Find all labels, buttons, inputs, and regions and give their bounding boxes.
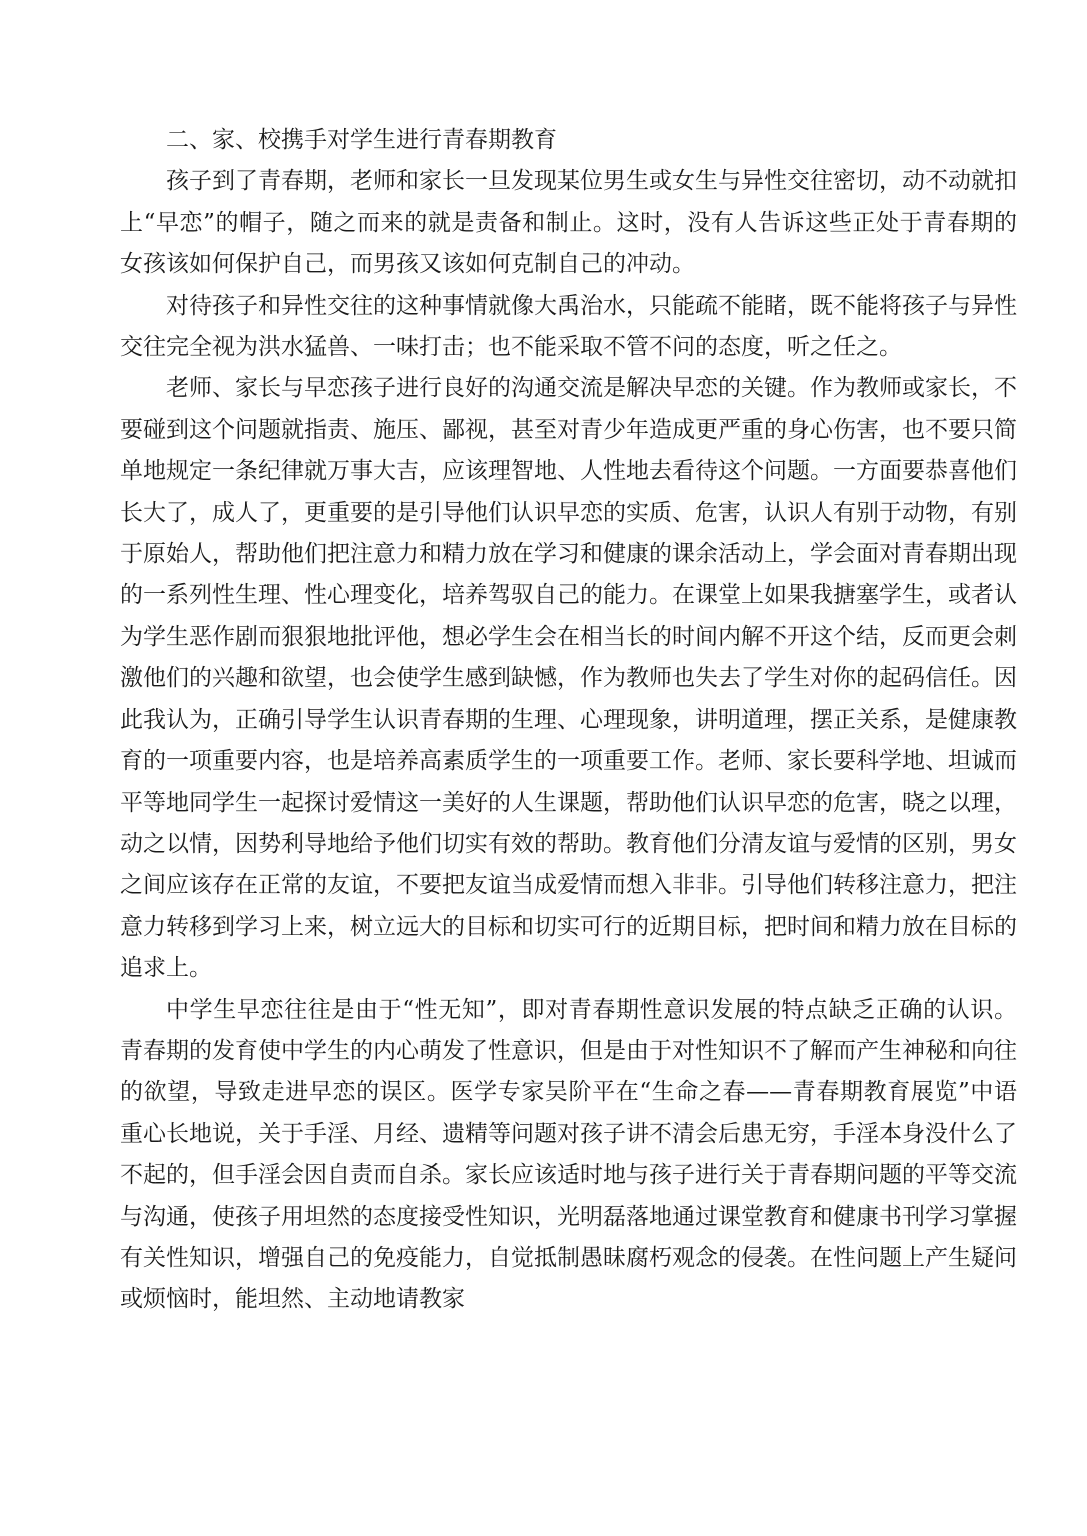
paragraph-4: 中学生早恋往往是由于“性无知”，即对青春期性意识发展的特点缺乏正确的认识。青春期的发育使中学生的内心萌发了性意识，但是由于对性知识不了解而产生神秘和向往的欲望，导致走进早恋的误区。医学专家吴阶平在“生命之春——青春期教育展览”中语重心长地说，关于手淫、月经、遗精等问题对孩子讲不清会后患无穷，手淫本身没什么了不起的，但手淫会因自责而自杀。家长应该适时地与孩子进行关于青春期问题的平等交流与沟通，使孩子用坦然的态度接受性知识，光明磊落地通过课堂教育和健康书刊学习掌握有关性知识，增强自己的免疫能力，自觉抵制愚昧腐朽观念的侵袭。在性问题上产生疑问或烦恼时，能坦然、主动地请教家	[120, 996, 1017, 1313]
paragraph-2: 对待孩子和异性交往的这种事情就像大禹治水，只能疏不能睹，既不能将孩子与异性交往完全视为洪水猛兽、一味打击；也不能采取不管不问的态度，听之任之。	[120, 292, 1017, 361]
section-heading: 二、家、校携手对学生进行青春期教育	[166, 127, 557, 153]
paragraph-1: 孩子到了青春期，老师和家长一旦发现某位男生或女生与异性交往密切，动不动就扣上“早恋”的帽子，随之而来的就是责备和制止。这时，没有人告诉这些正处于青春期的女孩该如何保护自己，而男孩又该如何克制自己的冲动。	[120, 168, 1017, 278]
document-page	[120, 120, 1017, 1321]
paragraph-3: 老师、家长与早恋孩子进行良好的沟通交流是解决早恋的关键。作为教师或家长，不要碰到这个问题就指责、施压、鄙视，甚至对青少年造成更严重的身心伤害，也不要只简单地规定一条纪律就万事大吉，应该理智地、人性地去看待这个问题。一方面要恭喜他们长大了，成人了，更重要的是引导他们认识早恋的实质、危害，认识人有别于动物，有别于原始人，帮助他们把注意力和精力放在学习和健康的课余活动上，学会面对青春期出现的一系列性生理、性心理变化，培养驾驭自己的能力。在课堂上如果我搪塞学生，或者认为学生恶作剧而狠狠地批评他，想必学生会在相当长的时间内解不开这个结，反而更会刺激他们的兴趣和欲望，也会使学生感到缺憾，作为教师也失去了学生对你的起码信任。因此我认为，正确引导学生认识青春期的生理、心理现象，讲明道理，摆正关系，是健康教育的一项重要内容，也是培养高素质学生的一项重要工作。老师、家长要科学地、坦诚而平等地同学生一起探讨爱情这一美好的人生课题，帮助他们认识早恋的危害，晓之以理，动之以情，因势利导地给予他们切实有效的帮助。教育他们分清友谊与爱情的区别，男女之间应该存在正常的友谊，不要把友谊当成爱情而想入非非。引导他们转移注意力，把注意力转移到学习上来，树立远大的目标和切实可行的近期目标，把时间和精力放在目标的追求上。	[120, 375, 1017, 982]
